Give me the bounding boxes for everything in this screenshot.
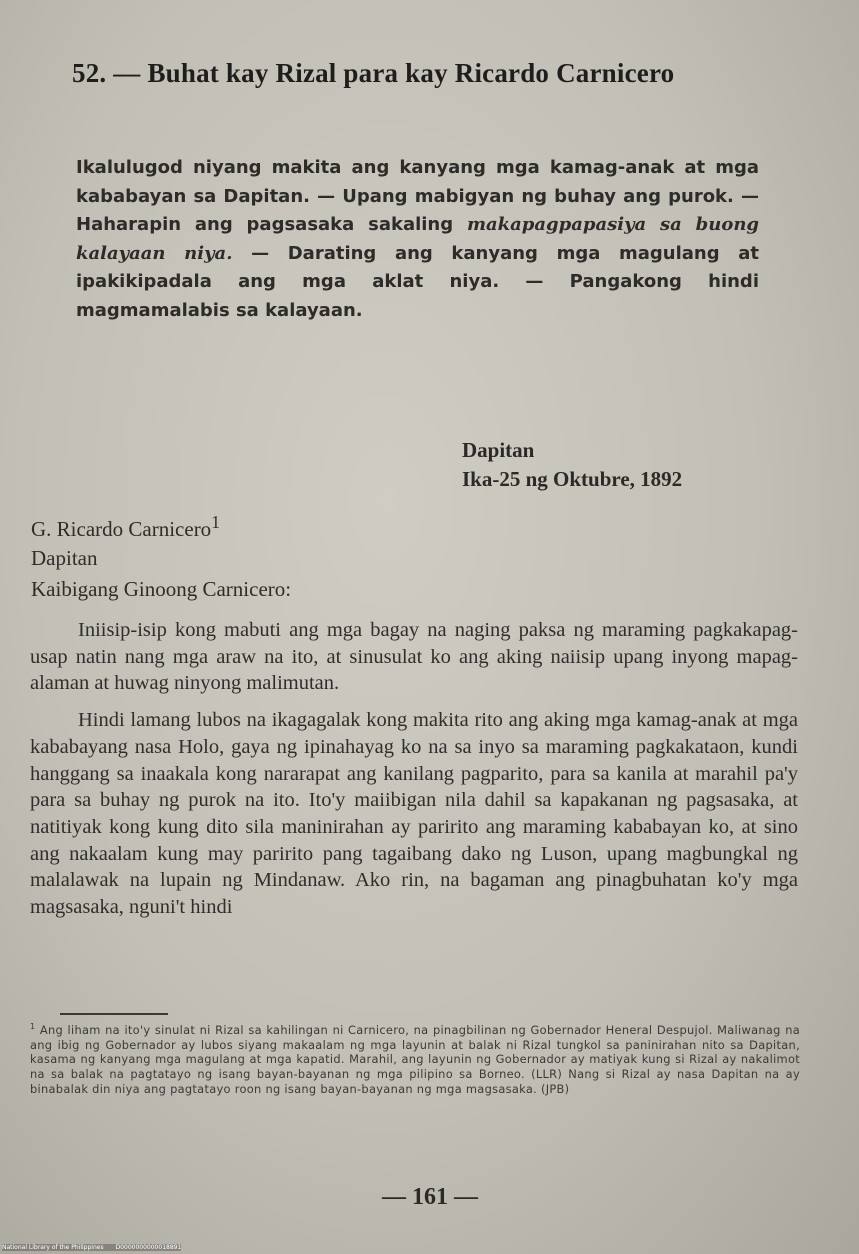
page-number: — 161 — <box>382 1184 478 1210</box>
letter-place: Dapitan <box>462 438 535 462</box>
summary-italic-text: makapagpapasiya sa buong kalayaan niya. <box>76 214 760 264</box>
letter-heading: 52. — Buhat kay Rizal para kay Ricardo Carnicero <box>72 58 675 88</box>
body-paragraph: Hindi lamang lubos na ikagagalak kong makita rito ang aking mga kamag-anak at mga kababayang nasa Holo, gaya ng ipinahayag ko na sa inyo sa maraming pagkakataon, kundi hanggang sa inaakala kong nararapat ang kanilang pagparito, para sa kanila at marahil pa'y para sa buhay ng purok na ito. Ito'y maiibigan nila dahil sa kapakanan ng pagsasaka, at natitiyak kong kung dito sila maninirahan ay paririto ang maraming kababayan ko, at sino ang nakaalam kung may paririto pang tagaibang dako ng Luson, upang magbungkal ng malalawak na lupain ng Mindanaw. Ako rin, na bagaman ang pinagbuhatan ko'y mga magsasaka, nguni't hindi <box>30 709 798 919</box>
place-and-date <box>462 436 682 494</box>
footnote-divider <box>60 1013 168 1015</box>
addressee-footnote-mark: 1 <box>211 512 220 532</box>
letter-body <box>30 617 798 931</box>
addressee-city: Dapitan <box>31 546 98 570</box>
summary-text-2: — Darating ang kanyang mga magulang at ipakikipadala ang mga aklat niya. — Pangakong hindi magmamalabis sa kalayaan. <box>76 242 760 321</box>
salutation: Kaibigang Ginoong Carnicero: <box>31 577 292 601</box>
summary-text-1: Ikalulugod niyang makita ang kanyang mga kamag-anak at mga kababayan sa Dapitan. — Upang mabigyan ng buhay ang purok. — Haharapin ang pagsasaka sakaling <box>76 157 759 235</box>
footnote <box>30 1020 800 1097</box>
addressee-block <box>31 508 220 573</box>
letter-date: Ika-25 ng Oktubre, 1892 <box>462 467 683 491</box>
footnote-mark: 1 <box>30 1022 36 1031</box>
body-paragraph: Iniisip-isip kong mabuti ang mga bagay na naging paksa ng maraming pagkakapag-usap natin nang mga araw na ito, at sinusulat ko ang aking naiisip upang inyong mapag-alaman at huwag ninyong malimutan. <box>30 619 798 695</box>
credit-code: D0000000000018891 <box>115 1244 182 1251</box>
addressee-name-line <box>31 508 220 544</box>
footnote-text: Ang liham na ito'y sinulat ni Rizal sa kahilingan ni Carnicero, na pinagbilinan ng Gobernador Heneral Despujol. Maliwanag na ang ibig ng Gobernador ay lubos siyang makaalam ng mga layunin at balak ni Rizal tungkol sa paninirahan nito sa Dapitan, kasama ng kanyang mga magulang at mga kapatid. Marahil, ang layunin ng Gobernador ay matiyak kung si Rizal ay nakalimot na sa balak na pagtatayo ng isang bayan-bayanan ng mga pilipino sa Borneo. (LLR) Nang si Rizal ay nasa Dapitan na ay binabalak din niya ang pagtatayo roon ng isang bayan-bayanan ng mga magsasaka. (JPB) <box>30 1022 801 1096</box>
letter-summary <box>76 154 759 325</box>
addressee-name: G. Ricardo Carnicero <box>31 517 212 541</box>
credit-library: National Library of the Philippines <box>2 1244 104 1251</box>
scan-credit <box>2 1244 181 1251</box>
